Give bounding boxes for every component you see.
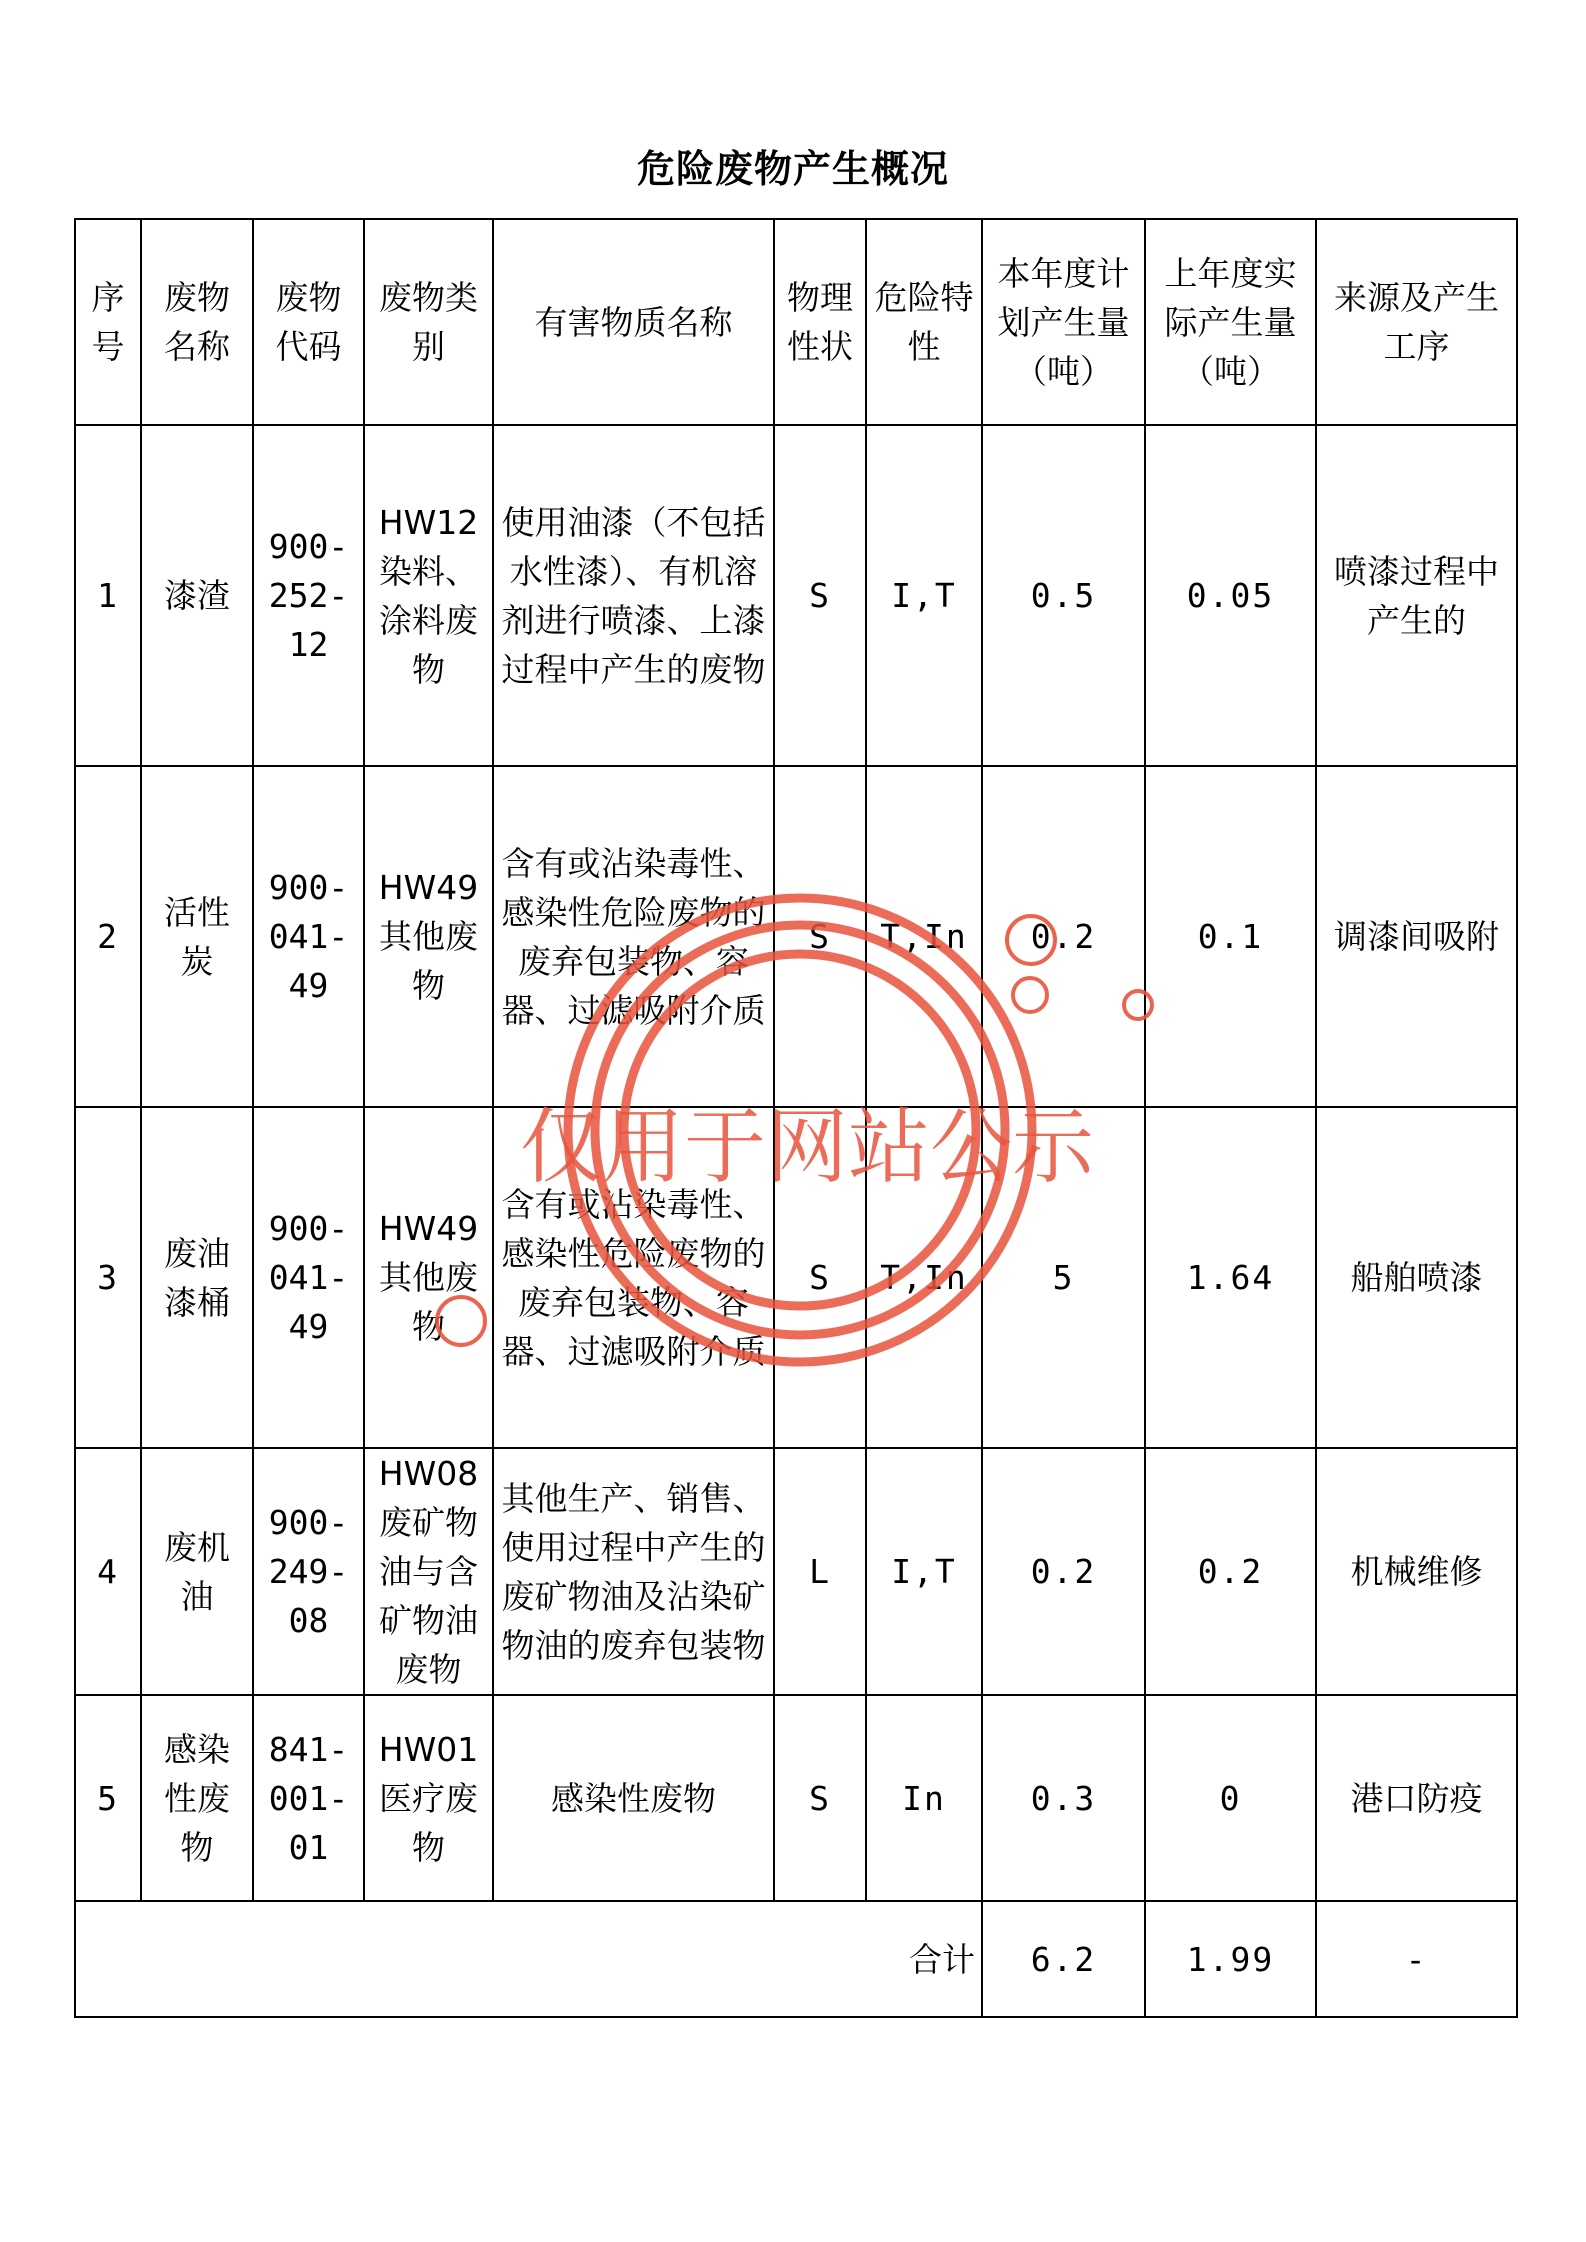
page-title: 危险废物产生概况 — [636, 147, 949, 191]
cell-code: 900-252-12 — [253, 425, 364, 766]
cell-source: 船舶喷漆 — [1316, 1107, 1517, 1448]
cell-no: 5 — [75, 1695, 141, 1901]
total-source: - — [1316, 1901, 1517, 2017]
cell-hazard: I,T — [866, 425, 982, 766]
header-category: 废物类别 — [364, 219, 493, 425]
cell-actual: 0.1 — [1145, 766, 1316, 1107]
cell-category: HW49其他废物 — [364, 1107, 493, 1448]
cell-substance: 使用油漆（不包括水性漆）、有机溶剂进行喷漆、上漆过程中产生的废物 — [493, 425, 774, 766]
cell-source: 调漆间吸附 — [1316, 766, 1517, 1107]
table-total-row — [75, 1901, 1517, 2017]
cell-code: 900-041-49 — [253, 1107, 364, 1448]
header-name: 废物名称 — [141, 219, 253, 425]
table-header-row — [75, 219, 1517, 425]
cell-no: 3 — [75, 1107, 141, 1448]
header-no: 序号 — [75, 219, 141, 425]
header-source: 来源及产生工序 — [1316, 219, 1517, 425]
cell-name: 废油漆桶 — [141, 1107, 253, 1448]
cell-name: 感染性废物 — [141, 1695, 253, 1901]
cell-name: 活性炭 — [141, 766, 253, 1107]
cell-name: 漆渣 — [141, 425, 253, 766]
table-row — [75, 425, 1517, 766]
table-row — [75, 766, 1517, 1107]
hazardous-waste-table — [74, 218, 1518, 2018]
table-row — [75, 1695, 1517, 1901]
cell-hazard: I,T — [866, 1448, 982, 1695]
cell-code: 841-001-01 — [253, 1695, 364, 1901]
cell-substance: 其他生产、销售、使用过程中产生的废矿物油及沾染矿物油的废弃包装物 — [493, 1448, 774, 1695]
cell-no: 1 — [75, 425, 141, 766]
header-hazard: 危险特性 — [866, 219, 982, 425]
cell-substance: 含有或沾染毒性、感染性危险废物的废弃包装物、容器、过滤吸附介质 — [493, 766, 774, 1107]
cell-substance: 感染性废物 — [493, 1695, 774, 1901]
cell-actual: 1.64 — [1145, 1107, 1316, 1448]
cell-state: L — [774, 1448, 866, 1695]
cell-plan: 0.2 — [982, 766, 1145, 1107]
cell-actual: 0.2 — [1145, 1448, 1316, 1695]
cell-state: S — [774, 1107, 866, 1448]
cell-source: 港口防疫 — [1316, 1695, 1517, 1901]
cell-substance: 含有或沾染毒性、感染性危险废物的废弃包装物、容器、过滤吸附介质 — [493, 1107, 774, 1448]
cell-state: S — [774, 766, 866, 1107]
cell-plan: 0.5 — [982, 425, 1145, 766]
cell-plan: 5 — [982, 1107, 1145, 1448]
cell-hazard: In — [866, 1695, 982, 1901]
header-state: 物理性状 — [774, 219, 866, 425]
cell-actual: 0.05 — [1145, 425, 1316, 766]
header-substance: 有害物质名称 — [493, 219, 774, 425]
cell-source: 机械维修 — [1316, 1448, 1517, 1695]
total-actual: 1.99 — [1145, 1901, 1316, 2017]
table-row — [75, 1107, 1517, 1448]
cell-hazard: T,In — [866, 1107, 982, 1448]
total-plan: 6.2 — [982, 1901, 1145, 2017]
cell-plan: 0.3 — [982, 1695, 1145, 1901]
cell-code: 900-249-08 — [253, 1448, 364, 1695]
cell-name: 废机油 — [141, 1448, 253, 1695]
cell-category: HW49其他废物 — [364, 766, 493, 1107]
cell-state: S — [774, 425, 866, 766]
cell-code: 900-041-49 — [253, 766, 364, 1107]
cell-category: HW08废矿物油与含矿物油废物 — [364, 1448, 493, 1695]
header-code: 废物代码 — [253, 219, 364, 425]
cell-category: HW01医疗废物 — [364, 1695, 493, 1901]
cell-no: 4 — [75, 1448, 141, 1695]
cell-category: HW12染料、涂料废物 — [364, 425, 493, 766]
cell-hazard: T,In — [866, 766, 982, 1107]
cell-state: S — [774, 1695, 866, 1901]
cell-no: 2 — [75, 766, 141, 1107]
cell-actual: 0 — [1145, 1695, 1316, 1901]
total-label: 合计 — [75, 1901, 982, 2017]
stamp-watermark-text: 仅用于网站公示 — [520, 1100, 1095, 1195]
cell-plan: 0.2 — [982, 1448, 1145, 1695]
cell-source: 喷漆过程中产生的 — [1316, 425, 1517, 766]
header-actual: 上年度实际产生量（吨） — [1145, 219, 1316, 425]
header-plan: 本年度计划产生量（吨） — [982, 219, 1145, 425]
table-row — [75, 1448, 1517, 1695]
